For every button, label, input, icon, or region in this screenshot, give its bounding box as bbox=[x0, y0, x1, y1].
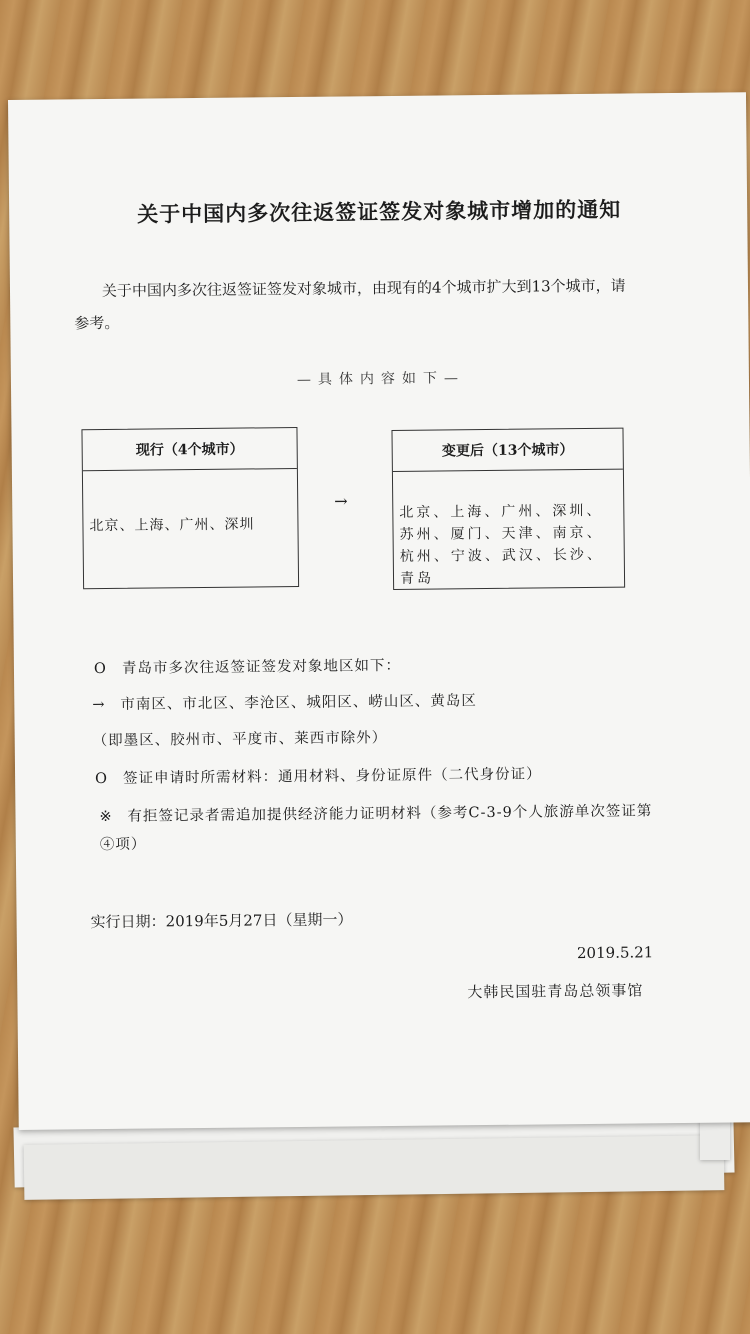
notice-title: 关于中国内多次往返签证签发对象城市增加的通知 bbox=[137, 196, 622, 227]
note-text: 有拒签记录者需追加提供经济能力证明材料（参考C-3-9个人旅游单次签证第④项） bbox=[99, 803, 653, 854]
circle-bullet-icon: O bbox=[95, 770, 109, 788]
current-cities-list: 北京、上海、广州、深圳 bbox=[89, 516, 255, 535]
qingdao-heading: 青岛市多次往返签证签发对象地区如下： bbox=[121, 657, 402, 677]
qingdao-districts: 市南区、市北区、李沧区、城阳区、崂山区、黄岛区 bbox=[120, 693, 477, 713]
underlying-sheet bbox=[24, 1135, 725, 1200]
issue-date: 2019.5.21 bbox=[576, 943, 654, 963]
intro-paragraph: 关于中国内多次往返签证签发对象城市，由现有的4个城市扩大到13个城市，请参考。 bbox=[74, 276, 626, 333]
arrow-right-icon: → bbox=[334, 491, 348, 511]
materials-line bbox=[95, 762, 542, 788]
qingdao-excluded: （即墨区、胶州市、平度市、莱西市除外） bbox=[92, 730, 388, 750]
notice-paper bbox=[8, 92, 750, 1130]
note-mark-icon: ※ bbox=[99, 808, 113, 826]
arrow-bullet-icon: → bbox=[92, 697, 106, 714]
issuer-name: 大韩民国驻青岛总领事馆 bbox=[467, 981, 644, 1002]
circle-bullet-icon: O bbox=[93, 660, 107, 678]
content-subheading: —具体内容如下— bbox=[296, 370, 466, 388]
changed-cities-list: 北京、上海、广州、深圳、苏州、厦门、天津、南京、杭州、宁波、武汉、长沙、青岛 bbox=[399, 502, 604, 587]
qingdao-districts-line bbox=[92, 689, 477, 714]
changed-cities-header: 变更后（13个城市） bbox=[392, 429, 622, 472]
changed-cities-box bbox=[391, 428, 625, 590]
note-line bbox=[99, 797, 660, 859]
effective-date: 实行日期：2019年5月27日（星期一） bbox=[90, 910, 353, 932]
materials-text: 签证申请时所需材料：通用材料、身份证原件（二代身份证） bbox=[123, 766, 542, 787]
current-cities-header: 现行（4个城市） bbox=[82, 428, 296, 471]
qingdao-heading-line bbox=[94, 654, 401, 678]
current-cities-box bbox=[81, 427, 299, 589]
